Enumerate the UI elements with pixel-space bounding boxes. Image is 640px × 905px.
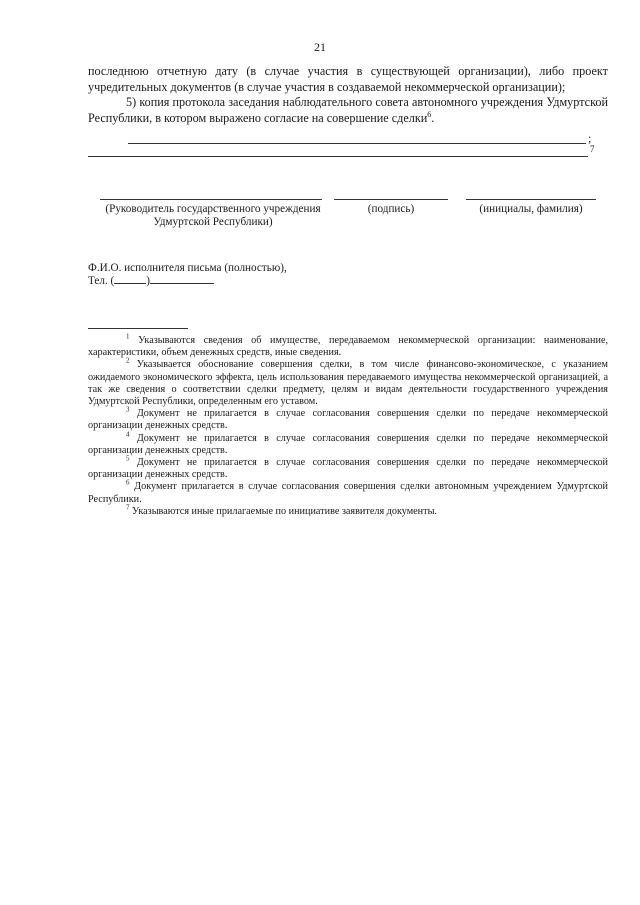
footnote-text: Документ не прилагается в случае согласования совершения сделки по передаче некоммерческой организации денежных средств. [88, 408, 608, 432]
footnote-5 [88, 454, 608, 481]
footnote-text: Указываются сведения об имуществе, передаваемом некоммерческой организации: наименование, характеристики, объем денежных средств, иные сведения. [88, 335, 609, 359]
footnote-number: 6 [126, 479, 130, 488]
phone-code-blank [114, 283, 146, 284]
fill-line-2-end: 7 [590, 144, 595, 154]
signature-label: (подпись) [367, 203, 415, 215]
item-5-text: 5) копия протокола заседания наблюдательного совета автономного учреждения Удмуртской Республики, в котором выражено согласие на совершение сделки [88, 95, 608, 125]
fill-line-1-end: ; [588, 131, 592, 145]
fill-line-2 [88, 156, 588, 157]
fill-line-1 [128, 143, 586, 144]
footnote-2 [88, 359, 608, 408]
footnote-text: Документ не прилагается в случае согласования совершения сделки по передаче некоммерческой организации денежных средств. [88, 457, 608, 481]
head-signature-line [100, 199, 322, 200]
footnote-separator [88, 328, 188, 329]
contact-block [88, 262, 287, 288]
signature-line [334, 199, 448, 200]
main-text [88, 64, 608, 126]
phone-line [88, 275, 287, 288]
phone-prefix: Тел. ( [88, 275, 115, 287]
footnote-number: 7 [126, 503, 130, 512]
footnote-text: Документ не прилагается в случае согласования совершения сделки по передаче некоммерческой организации денежных средств. [88, 432, 608, 456]
phone-mid: ) [146, 275, 151, 287]
footnote-number: 1 [126, 332, 130, 341]
footnote-text: Документ прилагается в случае согласования совершения сделки автономным учреждением Удмуртской Республики. [88, 481, 609, 505]
name-label: (инициалы, фамилия) [479, 203, 583, 215]
footnote-4 [88, 430, 608, 457]
footnote-3 [88, 405, 608, 432]
item-5-paragraph [88, 95, 608, 126]
item-5-end: . [431, 110, 435, 125]
footnote-1 [88, 332, 609, 359]
footnote-number: 5 [126, 454, 130, 463]
footnote-7 [88, 503, 608, 518]
executor-label: Ф.И.О. исполнителя письма (полностью), [88, 262, 287, 274]
name-line [466, 199, 596, 200]
phone-number-blank [150, 283, 214, 284]
footnote-text: Указываются иные прилагаемые по инициативе заявителя документы. [132, 505, 437, 517]
footnote-ref-6: 6 [427, 109, 432, 119]
footnote-number: 3 [126, 405, 130, 414]
page-number: 21 [314, 40, 326, 54]
footnote-number: 2 [126, 357, 130, 366]
footnotes [88, 332, 609, 518]
footnote-number: 4 [126, 430, 130, 439]
footnote-6 [88, 481, 608, 505]
footnote-text: Указывается обоснование совершения сделки, в том числе финансово-экономическое, с указанием ожидаемого экономического эффекта, цель использования передаваемого имущества некоммерческой организацией, а так же сведения о соответствии сделки предмету, целям и видам деятельности государственного учреждения Удмуртской Республики, определенным его уставом. [88, 359, 609, 408]
head-label: (Руководитель государственного учреждения Удмуртской Республики) [105, 203, 321, 228]
continuation-paragraph: последнюю отчетную дату (в случае участия в существующей организации), либо проект учредительных документов (в случае участия в создаваемой некоммерческой организации); [88, 64, 608, 94]
